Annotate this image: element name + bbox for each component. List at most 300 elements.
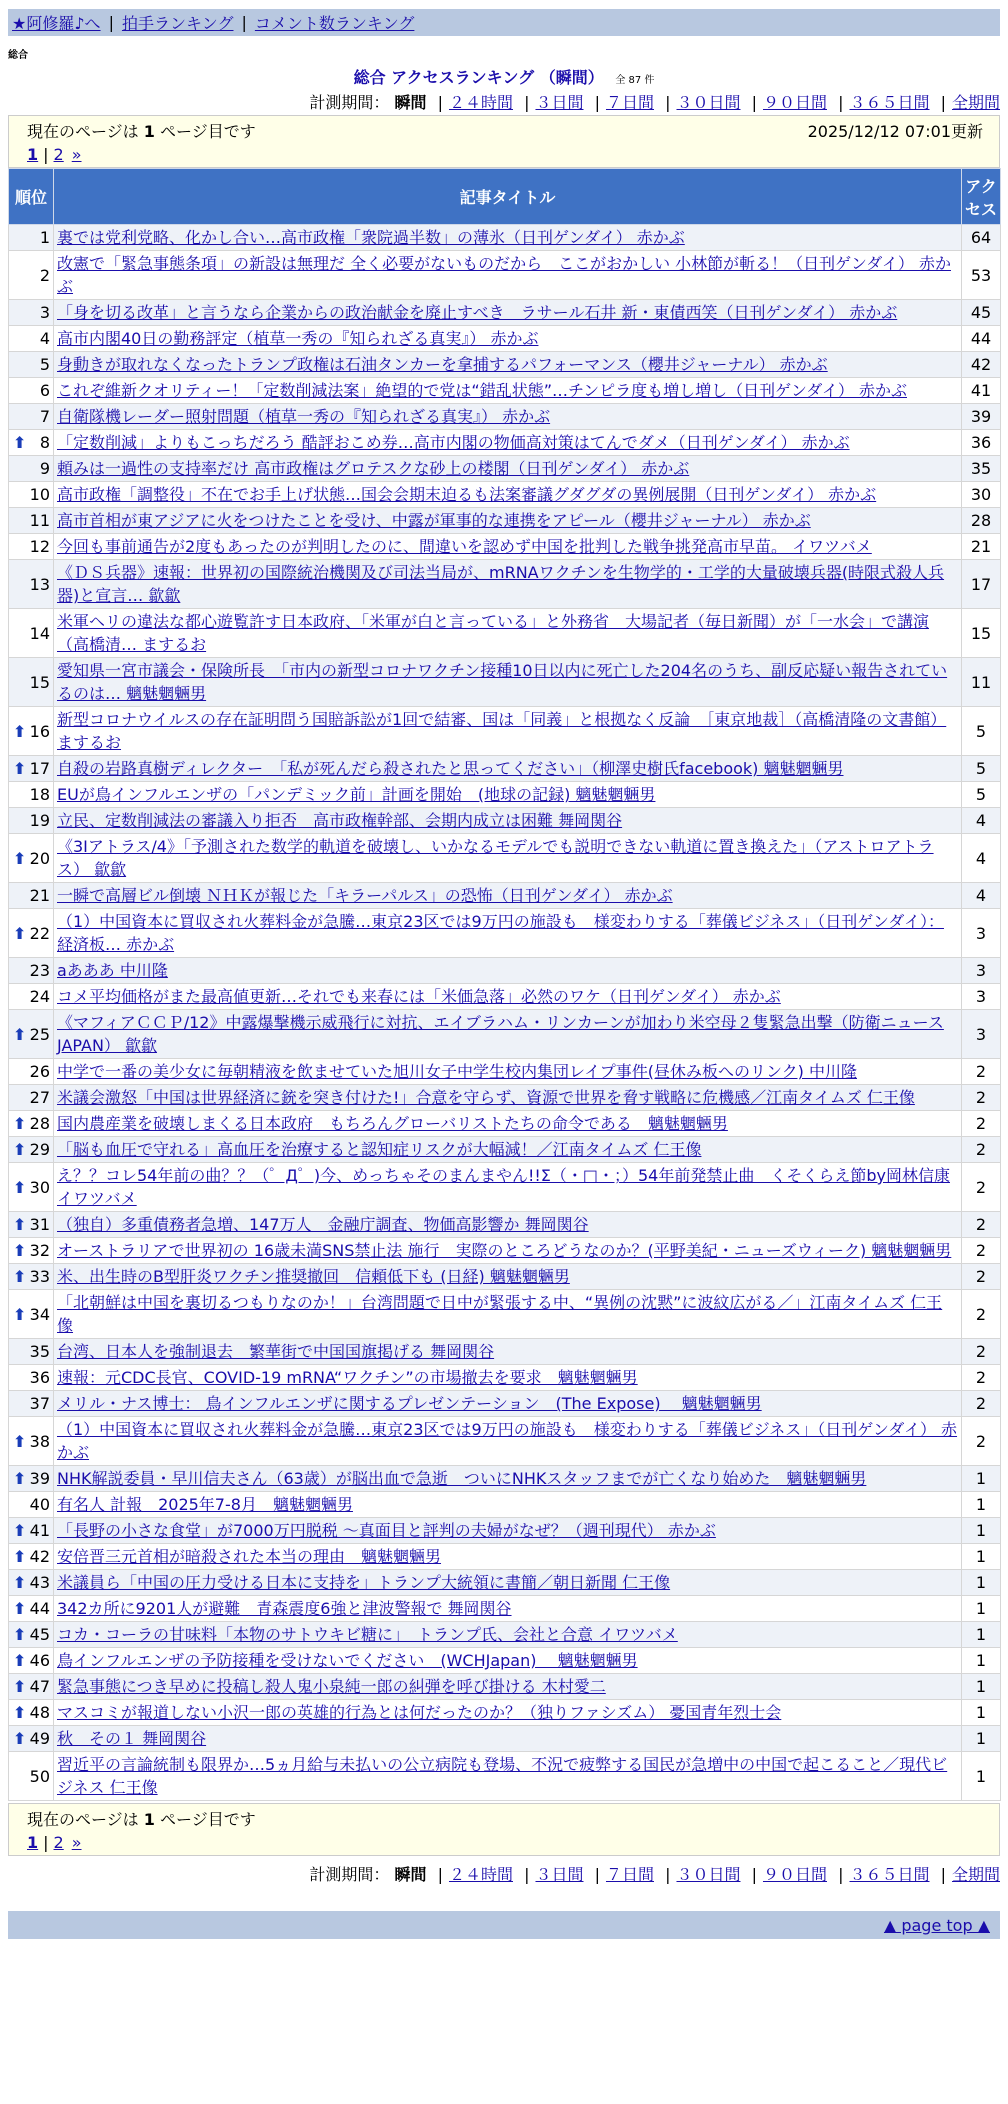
article-link[interactable]: 「身を切る改革」と言うなら企業からの政治献金を廃止すべき ラサール石井 新・東債西笑（日刊ゲンダイ） 赤かぶ — [57, 303, 898, 322]
pager-page-1[interactable]: 1 — [27, 1832, 39, 1852]
rank-number: 11 — [29, 511, 50, 530]
comment-ranking-link[interactable]: コメント数ランキング — [254, 14, 415, 33]
rank-number: 23 — [29, 961, 50, 980]
title-cell — [54, 1163, 962, 1212]
period-link-7d[interactable]: ７日間 — [605, 1865, 654, 1884]
table-row — [9, 508, 1001, 534]
article-link[interactable]: 「脳も血圧で守れる」高血圧を治療すると認知症リスクが大幅減！／江南タイムズ 仁王像 — [57, 1140, 702, 1159]
rank-number: 9 — [39, 459, 50, 478]
pager-page-2[interactable]: 2 — [53, 144, 64, 164]
table-row — [9, 404, 1001, 430]
article-link[interactable]: 台湾、日本人を強制退去 繁華街で中国国旗掲げる 舞岡関谷 — [57, 1342, 495, 1361]
article-link[interactable]: aあああ 中川隆 — [57, 961, 168, 980]
up-arrow-icon: ⬆ — [13, 1729, 27, 1748]
period-link-365d[interactable]: ３６５日間 — [849, 93, 930, 112]
home-link[interactable]: ★阿修羅♪へ — [12, 14, 101, 33]
article-link[interactable]: 《ＤＳ兵器》速報：世界初の国際統治機関及び司法当局が、mRNAワクチンを生物学的・工学的大量破壊兵器(時限式殺人兵器)と宣言… 歙歙 — [57, 563, 945, 605]
rank-number: 12 — [29, 537, 50, 556]
access-count: 1 — [962, 1622, 1001, 1648]
rank-cell — [9, 1339, 54, 1365]
pager-next[interactable]: » — [71, 1832, 82, 1852]
article-link[interactable]: 改憲で「緊急事態条項」の新設は無理だ 全く必要がないものだから ここがおかしい 小林節が斬る！（日刊ゲンダイ） 赤かぶ — [57, 254, 951, 296]
up-arrow-icon: ⬆ — [13, 759, 27, 778]
access-count: 2 — [962, 1212, 1001, 1238]
article-link[interactable]: 新型コロナウイルスの存在証明問う国賠訴訟が1回で結審、国は「同義」と根拠なく反論 ［東京地裁］（高橋清隆の文書館） まするお — [57, 710, 947, 752]
rank-number: 21 — [29, 886, 50, 905]
period-link-30d[interactable]: ３０日間 — [676, 93, 741, 112]
period-link-24h[interactable]: ２４時間 — [448, 93, 513, 112]
title-cell — [54, 782, 962, 808]
rank-cell — [9, 508, 54, 534]
access-count: 1 — [962, 1674, 1001, 1700]
access-count: 3 — [962, 958, 1001, 984]
table-row — [9, 1570, 1001, 1596]
period-current: 瞬間 — [394, 1865, 427, 1884]
table-row — [9, 1622, 1001, 1648]
up-arrow-icon: ⬆ — [13, 1469, 27, 1488]
access-count: 2 — [962, 1137, 1001, 1163]
table-row — [9, 1085, 1001, 1111]
table-row — [9, 1238, 1001, 1264]
rank-cell — [9, 1059, 54, 1085]
article-link[interactable]: 習近平の言論統制も限界か…5ヵ月給与未払いの公立病院も登場、不況で疲弊する国民が急増中の中国で起こること／現代ビジネス 仁王像 — [57, 1755, 948, 1797]
table-row — [9, 1339, 1001, 1365]
period-link-30d[interactable]: ３０日間 — [676, 1865, 741, 1884]
access-count: 2 — [962, 1417, 1001, 1466]
period-label: 計測期間： — [309, 93, 390, 112]
title-cell — [54, 225, 962, 251]
table-row — [9, 300, 1001, 326]
rank-number: 5 — [39, 355, 50, 374]
pager-next[interactable]: » — [71, 144, 82, 164]
rank-cell — [9, 1544, 54, 1570]
up-arrow-icon: ⬆ — [13, 1241, 27, 1260]
rank-number: 24 — [29, 987, 50, 1006]
access-count: 2 — [962, 1264, 1001, 1290]
title-cell — [54, 1596, 962, 1622]
access-count: 2 — [962, 1111, 1001, 1137]
rank-number: 25 — [29, 1024, 50, 1044]
rank-number: 28 — [29, 1114, 50, 1133]
pager-bottom: 1 | 2 » — [27, 1832, 82, 1852]
rank-number: 46 — [29, 1651, 50, 1670]
article-link[interactable]: 有名人 計報 2025年7-8月 魑魅魍魎男 — [57, 1495, 353, 1514]
rank-number: 37 — [29, 1394, 50, 1413]
rank-number: 42 — [29, 1547, 50, 1566]
access-count: 2 — [962, 1339, 1001, 1365]
page-info-box-top — [8, 115, 1000, 168]
title-cell — [54, 326, 962, 352]
pager-page-1[interactable]: 1 — [27, 144, 39, 164]
clap-ranking-link[interactable]: 拍手ランキング — [121, 14, 234, 33]
access-count: 11 — [962, 658, 1001, 707]
title-cell — [54, 508, 962, 534]
title-cell — [54, 300, 962, 326]
rank-number: 8 — [39, 433, 50, 452]
period-link-3d[interactable]: ３日間 — [535, 93, 584, 112]
rank-number: 16 — [29, 721, 50, 741]
access-count: 28 — [962, 508, 1001, 534]
rank-number: 26 — [29, 1062, 50, 1081]
updated-timestamp: 2025/12/12 07:01更新 — [807, 121, 983, 141]
article-link[interactable]: 安倍晋三元首相が暗殺された本当の理由 魑魅魍魎男 — [57, 1547, 442, 1566]
period-link-24h[interactable]: ２４時間 — [448, 1865, 513, 1884]
table-row — [9, 430, 1001, 456]
rank-cell — [9, 958, 54, 984]
article-link[interactable]: 身動きが取れなくなったトランプ政権は石油タンカーを拿捕するパフォーマンス（櫻井ジャーナル） 赤かぶ — [57, 355, 828, 374]
period-current: 瞬間 — [394, 93, 427, 112]
access-count: 1 — [962, 1570, 1001, 1596]
title-cell — [54, 251, 962, 300]
table-row — [9, 1365, 1001, 1391]
article-link[interactable]: （1）中国資本に買収され火葬料金が急騰…東京23区では9万円の施設も 様変わりする「葬儀ビジネス」（日刊ゲンダイ） 赤かぶ — [57, 1420, 958, 1462]
rank-cell — [9, 430, 54, 456]
article-link[interactable]: 《マフィアＣＣＰ/12》中露爆撃機示威飛行に対抗、エイブラハム・リンカーンが加わり米空母２隻緊急出撃（防衛ニュースJAPAN） 歙歙 — [57, 1013, 944, 1055]
access-count: 5 — [962, 707, 1001, 756]
rank-cell — [9, 984, 54, 1010]
up-arrow-icon: ⬆ — [13, 1677, 27, 1696]
title-cell — [54, 984, 962, 1010]
rank-number: 32 — [29, 1241, 50, 1260]
table-row — [9, 560, 1001, 609]
article-link[interactable]: 「定数削減」よりもこっちだろう 酷評おこめ券…高市内閣の物価高対策はてんでダメ（日刊ゲンダイ） 赤かぶ — [57, 433, 850, 452]
access-count: 2 — [962, 1085, 1001, 1111]
article-link[interactable]: 中学で一番の美少女に毎朝精液を飲ませていた旭川女子中学生校内集団レイプ事件(昼休み板へのリンク) 中川隆 — [57, 1062, 857, 1081]
table-row — [9, 1466, 1001, 1492]
period-link-3d[interactable]: ３日間 — [535, 1865, 584, 1884]
article-link[interactable]: 自衛隊機レーダー照射問題（植草一秀の『知られざる真実』） 赤かぶ — [57, 407, 551, 426]
rank-cell — [9, 1752, 54, 1801]
table-row — [9, 456, 1001, 482]
title-cell — [54, 1570, 962, 1596]
rank-cell — [9, 1648, 54, 1674]
rank-cell — [9, 1391, 54, 1417]
article-link[interactable]: 米軍ヘリの違法な都心遊覧許す日本政府、「米軍が白と言っている」と外務省 大場記者（毎日新聞）が「一水会」で講演（高橋清… まするお — [57, 612, 930, 654]
table-row — [9, 1674, 1001, 1700]
access-count: 2 — [962, 1365, 1001, 1391]
page-title-text: 総合 アクセスランキング （瞬間） — [353, 68, 604, 87]
table-row — [9, 909, 1001, 958]
access-count: 3 — [962, 909, 1001, 958]
rank-number: 33 — [29, 1267, 50, 1286]
article-link[interactable]: え？？コレ54年前の曲？？（゜Д゜)今、めっちゃそのまんまやん!!Σ（・□・；）54年前発禁止曲 くそくらえ節by岡林信康 イワツバメ — [57, 1166, 950, 1208]
title-cell — [54, 1111, 962, 1137]
article-link[interactable]: 《3Iアトラス/4》「予測された数学的軌道を破壊し、いかなるモデルでも説明できない軌道に置き換えた」（アストロアトラス） 歙歙 — [57, 837, 934, 879]
article-link[interactable]: 高市内閣40日の勤務評定（植草一秀の『知られざる真実』） 赤かぶ — [57, 329, 539, 348]
table-row — [9, 326, 1001, 352]
title-cell — [54, 1492, 962, 1518]
col-header-rank: 順位 — [9, 169, 54, 225]
table-row — [9, 352, 1001, 378]
table-row — [9, 1212, 1001, 1238]
up-arrow-icon: ⬆ — [13, 1304, 27, 1324]
title-cell — [54, 1466, 962, 1492]
period-link-90d[interactable]: ９０日間 — [762, 1865, 827, 1884]
up-arrow-icon: ⬆ — [13, 433, 27, 452]
rank-number: 36 — [29, 1368, 50, 1387]
article-link[interactable]: 国内農産業を破壊しまくる日本政府 もちろんグローバリストたちの命令である 魑魅魍魎男 — [57, 1114, 728, 1133]
period-link-365d[interactable]: ３６５日間 — [849, 1865, 930, 1884]
access-count: 44 — [962, 326, 1001, 352]
article-link[interactable]: 秋 その１ 舞岡関谷 — [57, 1729, 207, 1748]
table-row — [9, 1290, 1001, 1339]
article-link[interactable]: 米議会激怒「中国は世界経済に銃を突き付けた!」合意を守らず、資源で世界を脅す戦略に危機感／江南タイムズ 仁王像 — [57, 1088, 915, 1107]
rank-cell — [9, 560, 54, 609]
table-row — [9, 756, 1001, 782]
up-arrow-icon: ⬆ — [13, 923, 27, 943]
access-count: 2 — [962, 1059, 1001, 1085]
article-link[interactable]: 米議員ら「中国の圧力受ける日本に支持を」トランプ大統領に書簡／朝日新聞 仁王像 — [57, 1573, 671, 1592]
table-row — [9, 1010, 1001, 1059]
access-count: 1 — [962, 1492, 1001, 1518]
table-row — [9, 1544, 1001, 1570]
access-count: 1 — [962, 1518, 1001, 1544]
article-link[interactable]: 高市首相が東アジアに火をつけたことを受け、中露が軍事的な連携をアピール（櫻井ジャーナル） 赤かぶ — [57, 511, 811, 530]
table-row — [9, 1700, 1001, 1726]
article-link[interactable]: 立民、定数削減法の審議入り拒否 高市政権幹部、会期内成立は困難 舞岡関谷 — [57, 811, 623, 830]
title-cell — [54, 1137, 962, 1163]
title-cell — [54, 1339, 962, 1365]
up-arrow-icon: ⬆ — [13, 1599, 27, 1618]
article-link[interactable]: 高市政権「調整役」不在でお手上げ状態…国会会期末迫るも法案審議グダグダの異例展開（日刊ゲンダイ） 赤かぶ — [57, 485, 877, 504]
access-count: 41 — [962, 378, 1001, 404]
period-link-all[interactable]: 全期間 — [951, 1865, 1000, 1884]
table-row — [9, 658, 1001, 707]
access-count: 15 — [962, 609, 1001, 658]
article-link[interactable]: 裏では党利党略、化かし合い…高市政権「衆院過半数」の薄氷（日刊ゲンダイ） 赤かぶ — [57, 228, 685, 247]
period-link-all[interactable]: 全期間 — [951, 93, 1000, 112]
up-arrow-icon: ⬆ — [13, 1625, 27, 1644]
period-link-90d[interactable]: ９０日間 — [762, 93, 827, 112]
pager-page-2[interactable]: 2 — [53, 1832, 64, 1852]
rank-number: 38 — [29, 1431, 50, 1451]
table-row — [9, 1264, 1001, 1290]
category-label: 総合 — [8, 50, 28, 61]
table-row — [9, 1137, 1001, 1163]
rank-cell — [9, 456, 54, 482]
title-cell — [54, 404, 962, 430]
title-cell — [54, 658, 962, 707]
rank-cell — [9, 404, 54, 430]
table-row — [9, 958, 1001, 984]
nav-separator: | — [108, 13, 114, 32]
access-count: 3 — [962, 1010, 1001, 1059]
access-count: 2 — [962, 1238, 1001, 1264]
up-arrow-icon: ⬆ — [13, 848, 27, 868]
access-count: 64 — [962, 225, 1001, 251]
period-link-7d[interactable]: ７日間 — [605, 93, 654, 112]
rank-cell — [9, 808, 54, 834]
up-arrow-icon: ⬆ — [13, 1547, 27, 1566]
period-selector-top: 計測期間： 瞬間 | ２４時間 | ３日間 | ７日間 | ３０日間 | ９０日間 | ３６５日間 | 全期間 — [309, 93, 1000, 112]
page-top-link[interactable]: ▲ page top ▲ — [883, 1915, 990, 1935]
table-row — [9, 1596, 1001, 1622]
table-row — [9, 534, 1001, 560]
access-count: 2 — [962, 1391, 1001, 1417]
pager-top: 1 | 2 » — [27, 144, 82, 164]
rank-number: 10 — [29, 485, 50, 504]
rank-cell — [9, 1492, 54, 1518]
title-cell — [54, 1622, 962, 1648]
title-cell — [54, 1700, 962, 1726]
article-link[interactable]: 速報：元CDC長官、COVID-19 mRNA“ワクチン”の市場撤去を要求 魑魅魍魎男 — [57, 1368, 638, 1387]
top-nav-bar — [8, 9, 1000, 36]
table-row — [9, 883, 1001, 909]
up-arrow-icon: ⬆ — [13, 1651, 27, 1670]
page-title — [0, 65, 1008, 88]
rank-number: 35 — [29, 1342, 50, 1361]
access-count: 39 — [962, 404, 1001, 430]
article-link[interactable]: （独自）多重債務者急増、147万人 金融庁調査、物価高影響か 舞岡関谷 — [57, 1215, 589, 1234]
rank-number: 45 — [29, 1625, 50, 1644]
article-link[interactable]: 頼みは一過性の支持率だけ 高市政権はグロテスクな砂上の楼閣（日刊ゲンダイ） 赤かぶ — [57, 459, 690, 478]
article-link[interactable]: メリル・ナス博士： 鳥インフルエンザに関するプレゼンテーション (The Expose) 魑魅魍魎男 — [57, 1394, 762, 1413]
article-link[interactable]: オーストラリアで世界初の 16歳未満SNS禁止法 施行 実際のところどうなのか？(平野美紀・ニューズウィーク) 魑魅魍魎男 — [57, 1241, 952, 1260]
access-count: 21 — [962, 534, 1001, 560]
article-link[interactable]: 一瞬で高層ビル倒壊 ＮＨＫが報じた「キラーパルス」の恐怖（日刊ゲンダイ） 赤かぶ — [57, 886, 673, 905]
table-row — [9, 1518, 1001, 1544]
access-count: 2 — [962, 1163, 1001, 1212]
rank-cell — [9, 834, 54, 883]
table-row — [9, 1648, 1001, 1674]
up-arrow-icon: ⬆ — [13, 1703, 27, 1722]
rank-cell — [9, 352, 54, 378]
rank-cell — [9, 782, 54, 808]
article-link[interactable]: 愛知県一宮市議会・保険所長 「市内の新型コロナワクチン接種10日以内に死亡した204名のうち、副反応疑い報告されているのは… 魑魅魍魎男 — [57, 661, 948, 703]
access-count: 4 — [962, 883, 1001, 909]
rank-cell — [9, 1085, 54, 1111]
rank-cell — [9, 1365, 54, 1391]
table-row — [9, 707, 1001, 756]
rank-cell — [9, 300, 54, 326]
table-row — [9, 808, 1001, 834]
article-link[interactable]: これぞ維新クオリティー！「定数削減法案」絶望的で党は“錯乱状態”…チンピラ度も増し増し（日刊ゲンダイ） 赤かぶ — [57, 381, 907, 400]
total-count: 全 87 件 — [615, 75, 655, 86]
rank-number: 19 — [29, 811, 50, 830]
ranking-table — [8, 168, 1001, 1801]
rank-number: 13 — [29, 574, 50, 594]
up-arrow-icon: ⬆ — [13, 1114, 27, 1133]
title-cell — [54, 378, 962, 404]
title-cell — [54, 1059, 962, 1085]
rank-cell — [9, 1238, 54, 1264]
ranking-rows — [9, 225, 1001, 1801]
article-link[interactable]: コメ平均価格がまた最高値更新…それでも来春には「米価急落」必然のワケ（日刊ゲンダイ） 赤かぶ — [57, 987, 781, 1006]
table-row — [9, 1059, 1001, 1085]
table-row — [9, 1391, 1001, 1417]
rank-cell — [9, 534, 54, 560]
rank-number: 30 — [29, 1177, 50, 1197]
article-link[interactable]: NHK解説委員・早川信夫さん（63歳）が脳出血で急逝 ついにNHKスタッフまでが亡くなり始めた 魑魅魍魎男 — [57, 1469, 867, 1488]
rank-cell — [9, 1726, 54, 1752]
table-row — [9, 984, 1001, 1010]
article-link[interactable]: 「北朝鮮は中国を裏切るつもりなのか！」台湾問題で日中が緊張する中、“異例の沈黙”に波紋広がる／」江南タイムズ 仁王像 — [57, 1293, 943, 1335]
rank-cell — [9, 883, 54, 909]
article-link[interactable]: 米、出生時のB型肝炎ワクチン推奨撤回 信頼低下も (日経) 魑魅魍魎男 — [57, 1267, 570, 1286]
rank-number: 29 — [29, 1140, 50, 1159]
period-label: 計測期間： — [309, 1865, 390, 1884]
rank-cell — [9, 1570, 54, 1596]
bottom-bar — [8, 1911, 1000, 1939]
table-row — [9, 482, 1001, 508]
page-info-text: 現在のページは 1 ページ目です — [27, 1809, 256, 1829]
article-link[interactable]: EUが鳥インフルエンザの「パンデミック前」計画を開始 (地球の記録) 魑魅魍魎男 — [57, 785, 656, 804]
rank-number: 49 — [29, 1729, 50, 1748]
rank-number: 14 — [29, 623, 50, 643]
article-link[interactable]: 鳥インフルエンザの予防接種を受けないでください (WCHJapan) 魑魅魍魎男 — [57, 1651, 638, 1670]
nav-separator: | — [241, 13, 247, 32]
rank-number: 31 — [29, 1215, 50, 1234]
article-link[interactable]: 342カ所に9201人が避難 青森震度6強と津波警報で 舞岡関谷 — [57, 1599, 512, 1618]
rank-cell — [9, 756, 54, 782]
table-row — [9, 225, 1001, 251]
access-count: 3 — [962, 984, 1001, 1010]
title-cell — [54, 958, 962, 984]
access-count: 4 — [962, 808, 1001, 834]
article-link[interactable]: 今回も事前通告が2度もあったのが判明したのに、間違いを認めず中国を批判した戦争挑発高市早苗。 イワツバメ — [57, 537, 872, 556]
article-link[interactable]: 「長野の小さな食堂」が7000万円脱税 ～真面目と評判の夫婦がなぜ？（週刊現代） 赤かぶ — [57, 1521, 716, 1540]
table-row — [9, 609, 1001, 658]
title-cell — [54, 1365, 962, 1391]
rank-number: 17 — [29, 759, 50, 778]
rank-number: 50 — [29, 1766, 50, 1786]
access-count: 53 — [962, 251, 1001, 300]
page-info-text: 現在のページは 1 ページ目です — [27, 121, 256, 141]
table-row — [9, 782, 1001, 808]
table-row — [9, 1417, 1001, 1466]
access-count: 35 — [962, 456, 1001, 482]
up-arrow-icon: ⬆ — [13, 1573, 27, 1592]
rank-cell — [9, 1111, 54, 1137]
title-cell — [54, 1010, 962, 1059]
table-row — [9, 1111, 1001, 1137]
rank-number: 44 — [29, 1599, 50, 1618]
table-row — [9, 251, 1001, 300]
title-cell — [54, 1290, 962, 1339]
rank-cell — [9, 482, 54, 508]
access-count: 36 — [962, 430, 1001, 456]
article-link[interactable]: マスコミが報道しない小沢一郎の英雄的行為とは何だったのか？（独りファシズム） 憂国青年烈士会 — [57, 1703, 782, 1722]
access-count: 30 — [962, 482, 1001, 508]
title-cell — [54, 456, 962, 482]
title-cell — [54, 1085, 962, 1111]
up-arrow-icon: ⬆ — [13, 1267, 27, 1286]
access-count: 1 — [962, 1466, 1001, 1492]
title-cell — [54, 1674, 962, 1700]
access-count: 45 — [962, 300, 1001, 326]
access-count: 1 — [962, 1700, 1001, 1726]
article-link[interactable]: 緊急事態につき早めに投稿し殺人鬼小泉純一郎の糾弾を呼び掛ける 木村愛二 — [57, 1677, 606, 1696]
title-cell — [54, 560, 962, 609]
rank-number: 15 — [29, 672, 50, 692]
up-arrow-icon: ⬆ — [13, 1521, 27, 1540]
article-link[interactable]: コカ・コーラの甘味料「本物のサトウキビ糖に」 トランプ氏、会社と合意 イワツバメ — [57, 1625, 678, 1644]
period-selector-bottom: 計測期間： 瞬間 | ２４時間 | ３日間 | ７日間 | ３０日間 | ９０日間 | ３６５日間 | 全期間 — [309, 1865, 1000, 1884]
rank-cell — [9, 326, 54, 352]
access-count: 1 — [962, 1752, 1001, 1801]
title-cell — [54, 534, 962, 560]
article-link[interactable]: （1）中国資本に買収され火葬料金が急騰…東京23区では9万円の施設も 様変わりする「葬儀ビジネス」（日刊ゲンダイ）：経済板… 赤かぶ — [57, 912, 944, 954]
rank-cell — [9, 1622, 54, 1648]
up-arrow-icon: ⬆ — [13, 1024, 27, 1044]
rank-number: 40 — [29, 1495, 50, 1514]
title-cell — [54, 1417, 962, 1466]
article-link[interactable]: 自殺の岩路真樹ディレクター 「私が死んだら殺されたと思ってください」（柳澤史樹氏facebook) 魑魅魍魎男 — [57, 759, 844, 778]
access-count: 5 — [962, 756, 1001, 782]
rank-cell — [9, 1674, 54, 1700]
rank-number: 41 — [29, 1521, 50, 1540]
up-arrow-icon: ⬆ — [13, 1431, 27, 1451]
